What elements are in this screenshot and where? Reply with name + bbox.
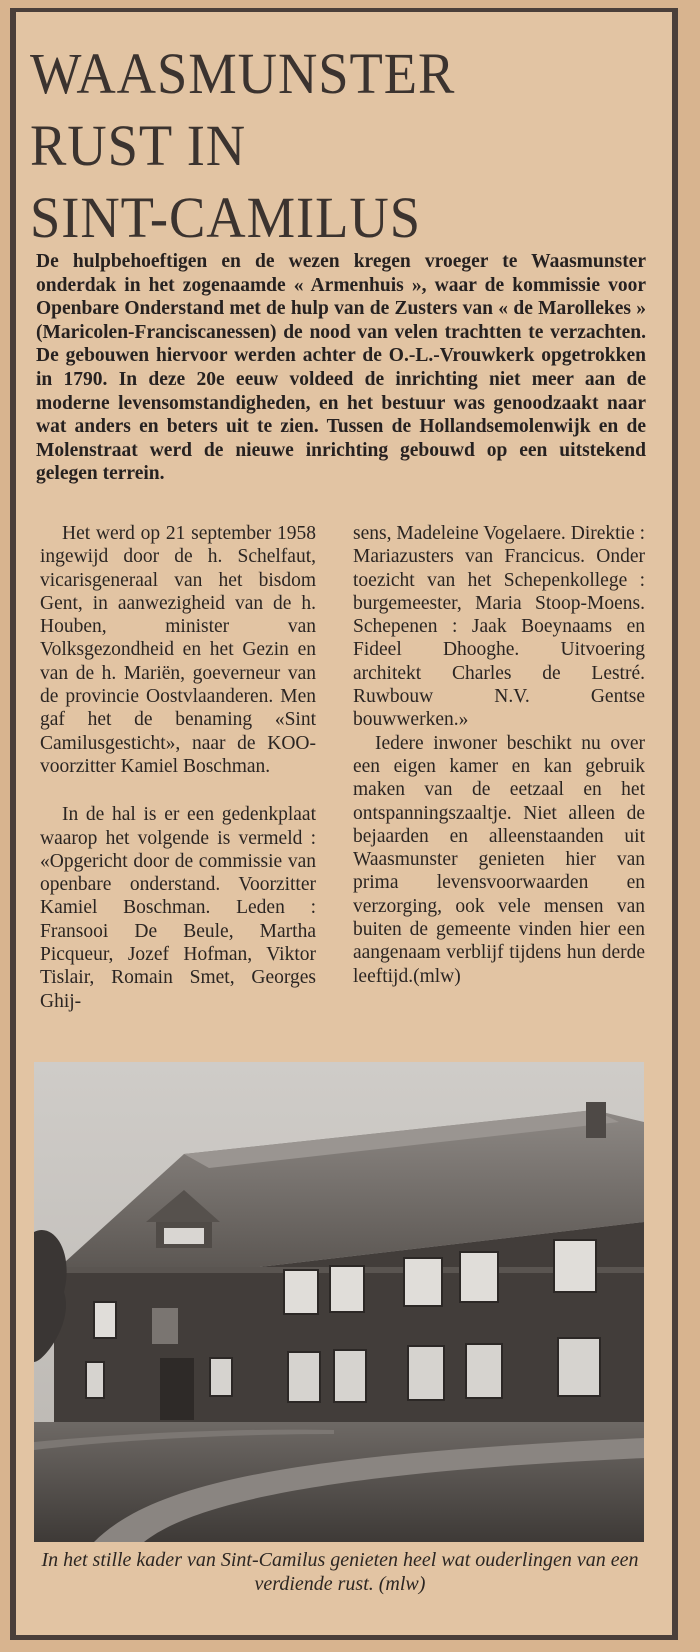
article-column-right — [353, 522, 645, 988]
article-column-left — [40, 522, 316, 1013]
headline — [30, 38, 556, 254]
paragraph-memorial-plaque: In de hal is er een gedenkplaat waarop het volgende is vermeld : «Opgericht door de commissie van openbare onderstand. Voorzitter Kamiel Boschman. Leden : Fransooi De Beule, Martha Picqueur, Jozef Hofman, Viktor Tislair, Romain Smet, Georges Ghij- — [40, 804, 316, 1012]
building-photo — [34, 1062, 644, 1542]
headline-line-3: SINT-CAMILUS — [30, 185, 421, 250]
paragraph-residents: Iedere inwoner beschikt nu over een eigen kamer en kan gebruik maken van de eetzaal en het ontspanningszaaltje. Niet alleen de bejaarden en alleenstaanden uit Waasmunster genieten hier van prima levensvoorwaarden en verzorging, ook vele mensen van buiten de gemeente vinden hier een aangenaam verblijf tijdens hun derde leeftijd.(mlw) — [353, 732, 645, 987]
photo-caption: In het stille kader van Sint-Camilus genieten heel wat ouderlingen van een verdiende rust. (mlw) — [41, 1549, 639, 1595]
paragraph-inauguration: Het werd op 21 september 1958 ingewijd door de h. Schelfaut, vicarisgeneraal van het bisdom Gent, in aanwezigheid van de h. Houben, minister van Volksgezondheid en het Gezin en van de h. Mariën, goeverneur van de provincie Oostvlaanderen. Men gaf het de benaming «Sint Camilusgesticht», naar de KOO-voorzitter Kamiel Boschman. — [40, 523, 316, 777]
paragraph-plaque-continued: sens, Madeleine Vogelaere. Direktie : Mariazusters van Francicus. Onder toezicht van het Schepenkollege : burgemeester, Maria Stoop-Moens. Schepenen : Jaak Boeynaams en Fideel Dhooghe. Uitvoering architekt Charles de Lestré. Ruwbouw N.V. Gentse bouwwerken.» — [353, 523, 645, 731]
intro-paragraph: De hulpbehoeftigen en de wezen kregen vroeger te Waasmunster onderdak in het zogenaamde « Armenhuis », waar de kommissie voor Openbare Onderstand met de hulp van de Zusters van « de Marollekes » (Maricolen-Franciscanessen) de nood van velen trachtten te verzachten. De gebouwen hiervoor werden achter de O.-L.-Vrouwkerk opgetrokken in 1790. In deze 20e eeuw voldeed de inrichting niet meer aan de moderne levensomstandigheden, en het bestuur was genoodzaakt naar wat anders en beters uit te zien. Tussen de Hollandsemolenwijk en de Molenstraat werd de nieuwe inrichting gebouwd op een uitstekend gelegen terrein. — [36, 251, 646, 485]
headline-line-1: WAASMUNSTER — [30, 41, 456, 106]
headline-line-2: RUST IN — [30, 113, 247, 178]
